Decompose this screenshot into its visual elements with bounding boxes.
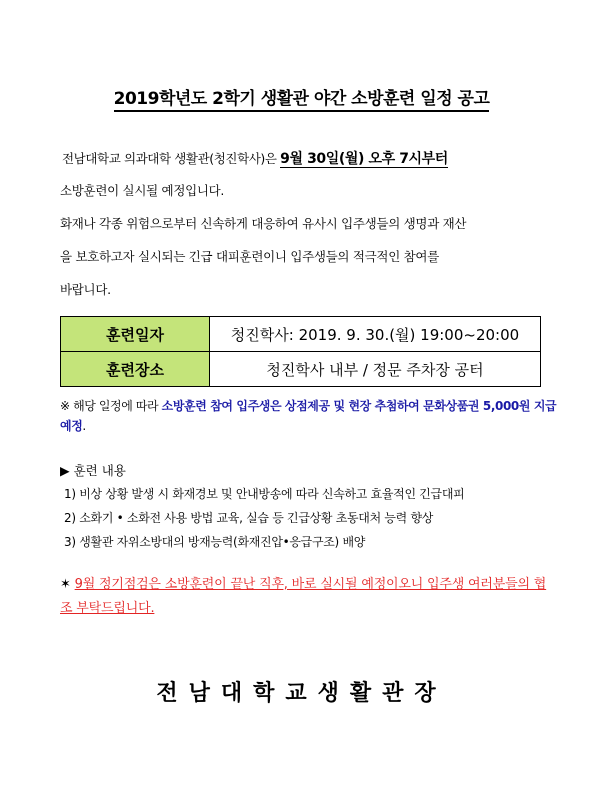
reward-note [60, 396, 560, 436]
notice-title [0, 84, 603, 109]
table-row [61, 317, 541, 352]
training-location-label: 훈련장소 [61, 352, 210, 387]
reward-note-highlight: 소방훈련 참여 입주생은 상점제공 및 현장 추첨하여 문화상품권 5,000원 지급 예정 [60, 399, 557, 433]
section-heading [60, 461, 126, 479]
training-datetime-highlight: 9월 30일(월) 오후 7시부터 [280, 151, 448, 167]
issuer-signature: 전남대학교생활관장 [156, 681, 447, 706]
training-location-value: 청진학사 내부 / 정문 주차장 공터 [210, 352, 541, 387]
training-date-value: 청진학사: 2019. 9. 30.(월) 19:00~20:00 [210, 317, 541, 352]
star-icon: ✶ [60, 577, 71, 592]
reward-note-suffix: . [82, 419, 86, 433]
training-date-label: 훈련일자 [61, 317, 210, 352]
intro-line-4: 을 보호하고자 실시되는 긴급 대피훈련이니 입주생들의 적극적인 참여를 [60, 249, 439, 264]
notice-title-text: 2019학년도 2학기 생활관 야간 소방훈련 일정 공고 [114, 89, 490, 112]
inspection-warning [60, 573, 550, 621]
list-item: 2) 소화기 • 소화전 사용 방법 교육, 실습 등 긴급상황 초동대처 능력 향상 [64, 511, 434, 525]
triangle-bullet-icon: ▶ [60, 463, 70, 478]
training-info-table [60, 316, 541, 387]
table-row [61, 352, 541, 387]
inspection-warning-text: 9월 정기점검은 소방훈련이 끝난 직후, 바로 실시될 예정이오니 입주생 여러분들의 협조 부탁드립니다. [60, 577, 547, 616]
reward-note-prefix: ※ 해당 일정에 따라 [60, 399, 162, 413]
list-item: 1) 비상 상황 발생 시 화재경보 및 안내방송에 따라 신속하고 효율적인 긴급대피 [64, 487, 465, 501]
list-item: 3) 생활관 자위소방대의 방재능력(화재진압•응급구조) 배양 [64, 535, 366, 549]
section-heading-text: 훈련 내용 [73, 463, 126, 478]
intro-prefix: 전남대학교 의과대학 생활관(청진학사)은 [62, 151, 277, 166]
intro-line-5: 바랍니다. [60, 282, 111, 297]
intro-line-2: 소방훈련이 실시될 예정입니다. [60, 183, 225, 198]
intro-line-1 [62, 148, 448, 168]
intro-line-3: 화재나 각종 위험으로부터 신속하게 대응하여 유사시 입주생들의 생명과 재산 [60, 216, 467, 231]
